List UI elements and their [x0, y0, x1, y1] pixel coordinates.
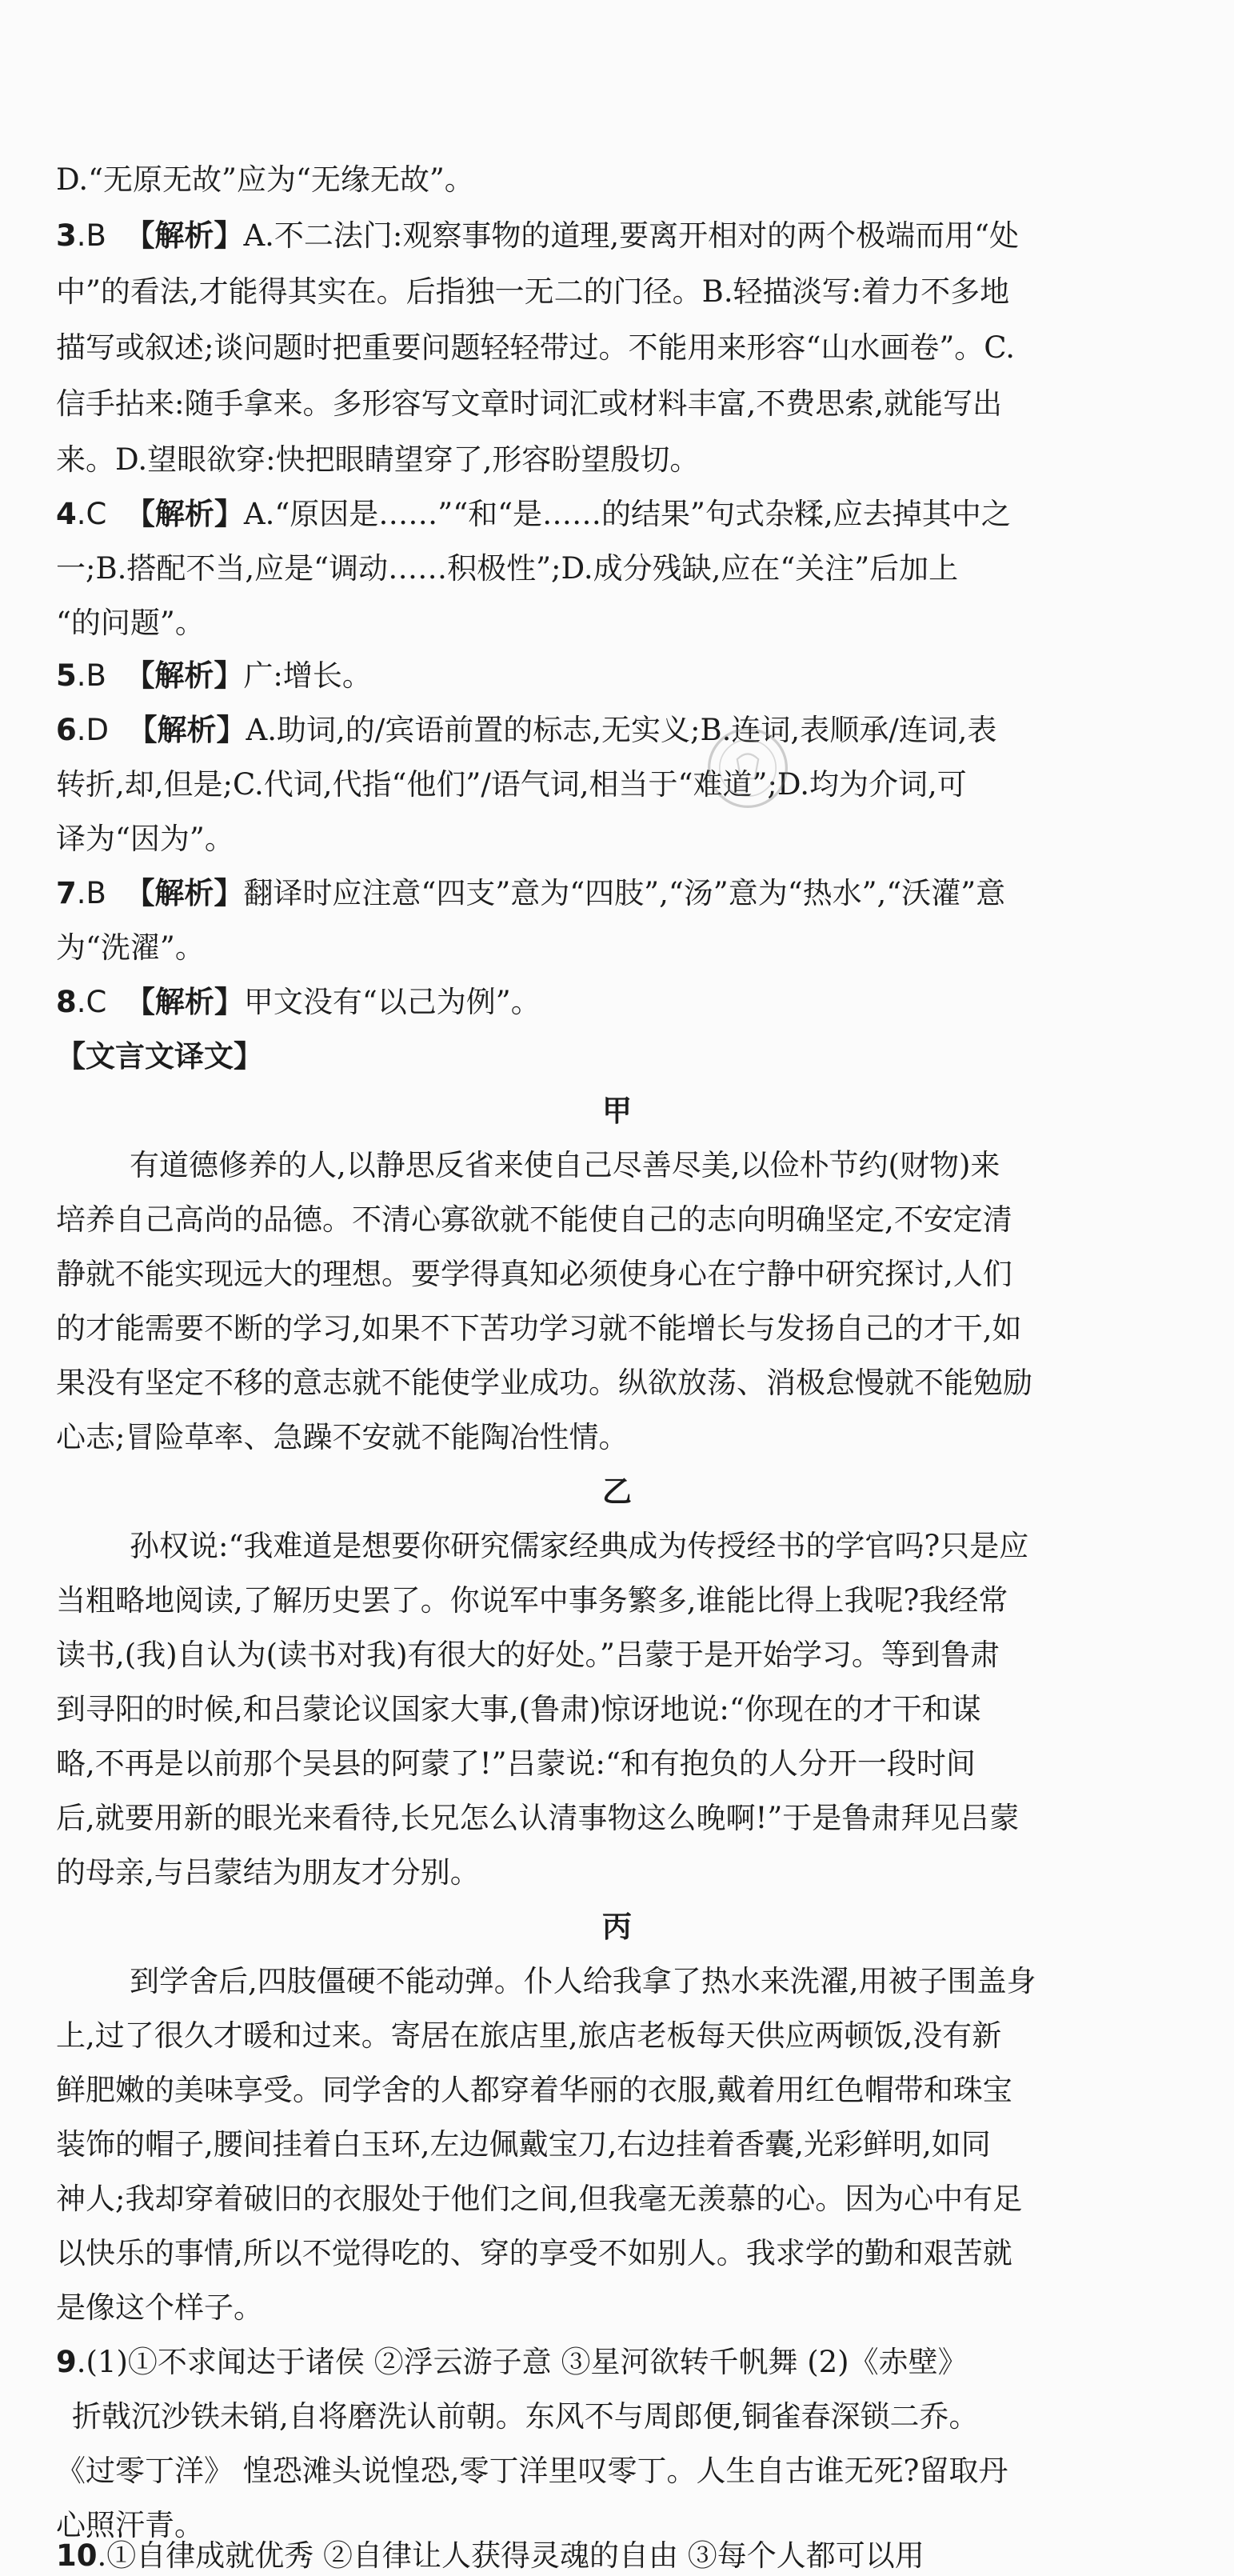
passage-jia-line-2: 培养自己高尚的品德。不清心寡欲就不能使自己的志向明确坚定,不安定清 — [56, 1202, 1012, 1237]
question-number: 8 — [56, 985, 77, 1019]
analysis-text: A.不二法门:观察事物的道理,要离开相对的两个极端而用“处 — [243, 218, 1020, 253]
answer-choice: .B — [76, 876, 106, 910]
question-3-line-3: 描写或叙述;谈问题时把重要问题轻轻带过。不能用来形容“山水画卷”。C. — [56, 330, 1016, 365]
question-4-line-1 — [56, 494, 1011, 534]
question-number: 9 — [56, 2345, 77, 2379]
passage-jia-line-3: 静就不能实现远大的理想。要学得真知必须使身心在宁静中研究探讨,人们 — [56, 1257, 1012, 1291]
answer-choice: .C — [76, 497, 107, 531]
passage-jia-line-6: 心志;冒险草率、急躁不安就不能陶冶性情。 — [56, 1420, 629, 1454]
question-6-line-3: 译为“因为”。 — [56, 822, 234, 856]
question-10-line-1 — [56, 2536, 925, 2576]
passage-yi-line-3: 读书,(我)自认为(读书对我)有很大的好处。”吕蒙于是开始学习。等到鲁肃 — [56, 1638, 1000, 1672]
question-3-line-4: 信手拈来:随手拿来。多形容写文章时词汇或材料丰富,不费思索,就能写出 — [56, 386, 1002, 421]
question-number: 5 — [56, 658, 77, 693]
answer-choice: .B — [76, 218, 106, 253]
passage-bing-line-6: 以快乐的事情,所以不觉得吃的、穿的享受不如别人。我求学的勤和艰苦就 — [56, 2236, 1012, 2270]
passage-yi-title: 乙 — [602, 1474, 632, 1509]
question-3-line-2: 中”的看法,才能得其实在。后指独一无二的门径。B.轻描淡写:着力不多地 — [56, 274, 1010, 309]
section-title: 【文言文译文】 — [56, 1039, 263, 1074]
analysis-text: 翻译时应注意“四支”意为“四肢”,“汤”意为“热水”,“沃灌”意 — [243, 876, 1006, 910]
analysis-tag: 【解析】 — [125, 985, 244, 1019]
passage-jia-line-5: 果没有坚定不移的意志就不能使学业成功。纵欲放荡、消极怠慢就不能勉励 — [56, 1366, 1032, 1400]
passage-yi-line-7: 的母亲,与吕蒙结为朋友才分别。 — [56, 1855, 480, 1890]
analysis-tag: 【解析】 — [125, 876, 244, 910]
question-7-line-1 — [56, 874, 1005, 914]
answer-choice: .C — [76, 985, 107, 1019]
passage-yi-line-4: 到寻阳的时候,和吕蒙论议国家大事,(鲁肃)惊讶地说:“你现在的才干和谋 — [56, 1692, 981, 1726]
watermark-seal-icon — [704, 724, 792, 812]
analysis-tag: 【解析】 — [125, 658, 244, 693]
question-number: 7 — [56, 876, 77, 910]
question-number: 6 — [56, 713, 77, 747]
question-6-line-1 — [56, 710, 996, 750]
question-8-line-1 — [56, 982, 541, 1022]
passage-yi-line-2: 当粗略地阅读,了解历史罢了。你说军中事务繁多,谁能比得上我呢?我经常 — [56, 1583, 1008, 1618]
question-9-line-1 — [56, 2342, 968, 2382]
analysis-text: 甲文没有“以己为例”。 — [243, 985, 541, 1019]
answer-choice: .B — [76, 658, 106, 693]
passage-yi-line-5: 略,不再是以前那个吴县的阿蒙了!”吕蒙说:“和有抱负的人分开一段时间 — [56, 1746, 976, 1781]
analysis-text: A.助词,的/宾语前置的标志,无实义;B.连词,表顺承/连词,表 — [246, 713, 997, 747]
answer-line-2-d: D.“无原无故”应为“无缘无故”。 — [56, 162, 474, 197]
answer-text: .①自律成就优秀 ②自律让人获得灵魂的自由 ③每个人都可以用 — [97, 2538, 925, 2573]
passage-bing-line-5: 神人;我却穿着破旧的衣服处于他们之间,但我毫无羡慕的心。因为心中有足 — [56, 2182, 1023, 2216]
analysis-text: A.“原因是……”“和“是……的结果”句式杂糅,应去掉其中之 — [243, 497, 1011, 531]
passage-bing-line-2: 上,过了很久才暖和过来。寄居在旅店里,旅店老板每天供应两顿饭,没有新 — [56, 2018, 1002, 2053]
question-9-line-2: 折戟沉沙铁未销,自将磨洗认前朝。东风不与周郎便,铜雀春深锁二乔。 — [72, 2399, 979, 2434]
analysis-text: 广:增长。 — [243, 658, 372, 693]
question-4-line-2: 一;B.搭配不当,应是“调动……积极性”;D.成分残缺,应在“关注”后加上 — [56, 551, 959, 586]
question-7-line-2: 为“洗濯”。 — [56, 930, 205, 965]
passage-yi-line-1: 孙权说:“我难道是想要你研究儒家经典成为传授经书的学官吗?只是应 — [130, 1529, 1029, 1563]
question-number: 10 — [56, 2538, 98, 2573]
answer-choice: .D — [76, 713, 110, 747]
question-5-line-1 — [56, 656, 372, 696]
analysis-tag: 【解析】 — [127, 713, 246, 747]
question-3-line-1 — [56, 216, 1019, 256]
passage-bing-line-7: 是像这个样子。 — [56, 2290, 263, 2325]
question-3-line-5: 来。D.望眼欲穿:快把眼睛望穿了,形容盼望殷切。 — [56, 442, 700, 477]
question-4-line-3: “的问题”。 — [56, 606, 205, 640]
passage-bing-line-1: 到学舍后,四肢僵硬不能动弹。仆人给我拿了热水来洗濯,用被子围盖身 — [130, 1964, 1036, 1998]
passage-jia-title: 甲 — [602, 1094, 632, 1128]
question-9-line-4: 心照汗青。 — [56, 2508, 204, 2542]
passage-jia-line-4: 的才能需要不断的学习,如果不下苦功学习就不能增长与发扬自己的才干,如 — [56, 1311, 1022, 1346]
passage-bing-title: 丙 — [602, 1910, 632, 1944]
passage-jia-line-1: 有道德修养的人,以静思反省来使自己尽善尽美,以俭朴节约(财物)来 — [130, 1148, 1000, 1182]
question-number: 4 — [56, 497, 77, 531]
passage-bing-line-4: 装饰的帽子,腰间挂着白玉环,左边佩戴宝刀,右边挂着香囊,光彩鲜明,如同 — [56, 2127, 991, 2162]
question-9-line-3: 《过零丁洋》 惶恐滩头说惶恐,零丁洋里叹零丁。人生自古谁无死?留取丹 — [56, 2454, 1008, 2488]
passage-yi-line-6: 后,就要用新的眼光来看待,长兄怎么认清事物这么晚啊!”于是鲁肃拜见吕蒙 — [56, 1801, 1020, 1835]
question-number: 3 — [56, 218, 77, 253]
analysis-tag: 【解析】 — [125, 497, 244, 531]
analysis-tag: 【解析】 — [125, 218, 244, 253]
passage-bing-line-3: 鲜肥嫩的美味享受。同学舍的人都穿着华丽的衣服,戴着用红色帽带和珠宝 — [56, 2073, 1012, 2107]
question-6-line-2: 转折,却,但是;C.代词,代指“他们”/语气词,相当于“难道”;D.均为介词,可 — [56, 767, 967, 802]
answer-text: .(1)①不求闻达于诸侯 ②浮云游子意 ③星河欲转千帆舞 (2)《赤壁》 — [76, 2345, 968, 2379]
